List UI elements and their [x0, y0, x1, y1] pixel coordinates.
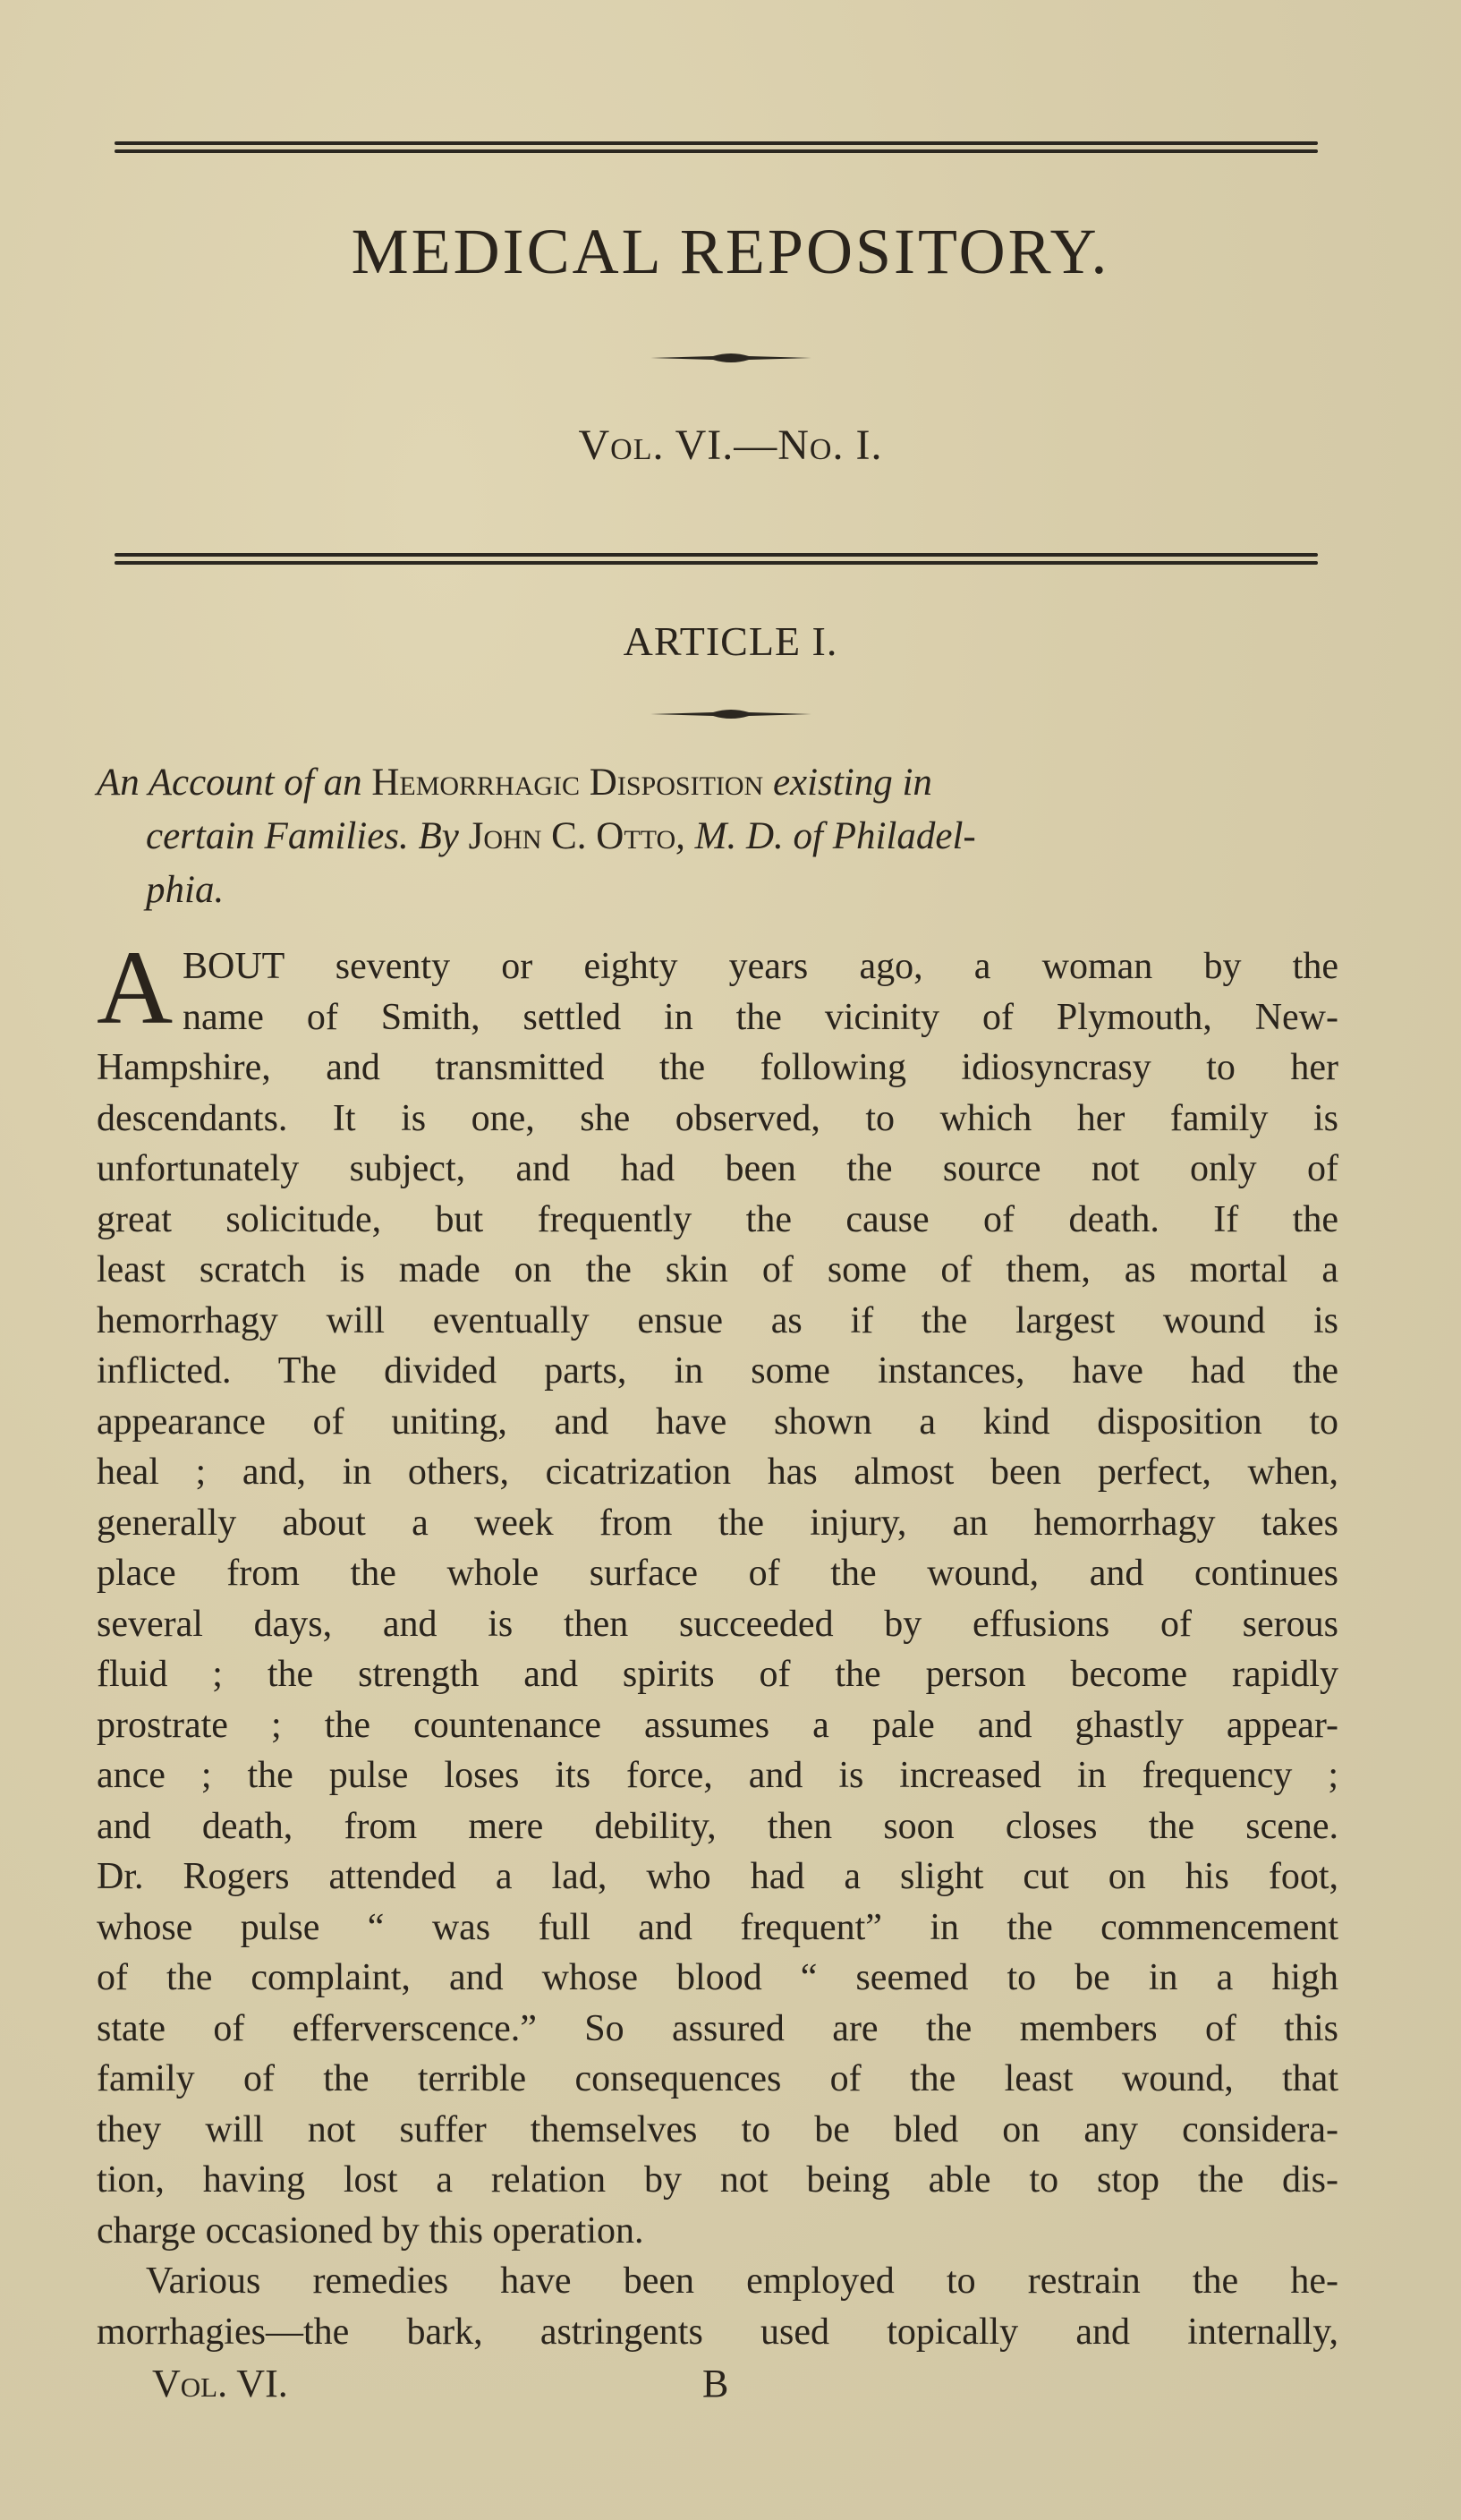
body-line: state of efferverscence.” So assured are the members of this [97, 2007, 1338, 2049]
subtitle-text: , M. D. of Philadel- [675, 815, 976, 857]
subtitle-text: existing in [763, 762, 932, 804]
body-line: generally about a week from the injury, an hemorrhagy takes [97, 1502, 1338, 1544]
first-paragraph-opening [97, 929, 1338, 1046]
volume-number: Vol. VI.—No. I. [578, 421, 883, 469]
top-double-rule [115, 141, 1318, 154]
subtitle-line [97, 810, 1340, 864]
subtitle-line [97, 756, 1340, 810]
body-line: charge occasioned by this operation. [97, 2209, 644, 2252]
body-line: prostrate ; the countenance assumes a pale and ghastly appear- [97, 1704, 1338, 1746]
body-line: inflicted. The divided parts, in some instances, have had the [97, 1350, 1338, 1392]
body-line: place from the whole surface of the wound, and continues [97, 1553, 1338, 1594]
body-line: hemorrhagy will eventually ensue as if the largest wound is [97, 1299, 1338, 1341]
body-line: great solicitude, but frequently the cause of death. If the [97, 1198, 1338, 1240]
article-subtitle [97, 756, 1340, 917]
ornament-divider-icon [650, 351, 811, 365]
subtitle-text: phia. [146, 869, 225, 911]
subtitle-text: certain Families. By [146, 815, 469, 857]
body-line: appearance of uniting, and have shown a kind disposition to [97, 1400, 1338, 1443]
body-line: Hampshire, and transmitted the following idiosyncrasy to her [97, 1047, 1338, 1088]
body-line: least scratch is made on the skin of some of them, as mortal a [97, 1249, 1338, 1290]
footer-volume: Vol. VI. [152, 2362, 288, 2405]
body-line: BOUT seventy or eighty years ago, a woman by the [183, 946, 1338, 987]
subtitle-topic: Hemorrhagic Disposition [371, 762, 764, 804]
body-line: whose pulse “ was full and frequent” in the commencement [97, 1906, 1338, 1948]
ornament-divider-icon [650, 707, 811, 721]
subtitle-text: An Account of an [97, 762, 372, 804]
body-line: tion, having lost a relation by not being able to stop the dis- [97, 2159, 1338, 2201]
body-line: they will not suffer themselves to be bled on any considera- [97, 2108, 1338, 2150]
body-line: family of the terrible consequences of the least wound, that [97, 2058, 1338, 2099]
body-line: ance ; the pulse loses its force, and is increased in frequency ; [97, 1755, 1338, 1796]
section-double-rule [115, 553, 1318, 566]
journal-title: MEDICAL REPOSITORY. [351, 216, 1110, 287]
body-line: name of Smith, settled in the vicinity of Plymouth, New- [183, 996, 1338, 1038]
body-line: morrhagies—the bark, astringents used topically and internally, [97, 2311, 1338, 2353]
body-line: descendants. It is one, she observed, to which her family is [97, 1097, 1338, 1139]
body-line: fluid ; the strength and spirits of the person become rapidly [97, 1654, 1338, 1695]
body-line: and death, from mere debility, then soon closes the scene. [97, 1805, 1338, 1847]
body-line: unfortunately subject, and had been the source not only of [97, 1148, 1338, 1189]
body-line: Dr. Rogers attended a lad, who had a slight cut on his foot, [97, 1856, 1338, 1897]
body-line: heal ; and, in others, cicatrization has almost been perfect, when, [97, 1452, 1338, 1493]
body-line: Various remedies have been employed to restrain the he- [146, 2260, 1338, 2302]
page-footer [152, 2361, 868, 2406]
drop-cap: A [97, 929, 174, 1046]
article-heading: ARTICLE I. [623, 618, 838, 664]
body-line: several days, and is then succeeded by effusions of serous [97, 1603, 1338, 1645]
signature-mark: B [702, 2362, 729, 2405]
author-name: John C. Otto [468, 815, 676, 857]
article-body [97, 929, 1338, 2357]
subtitle-line [97, 864, 1340, 917]
body-line: of the complaint, and whose blood “ seemed to be in a high [97, 1957, 1338, 1998]
